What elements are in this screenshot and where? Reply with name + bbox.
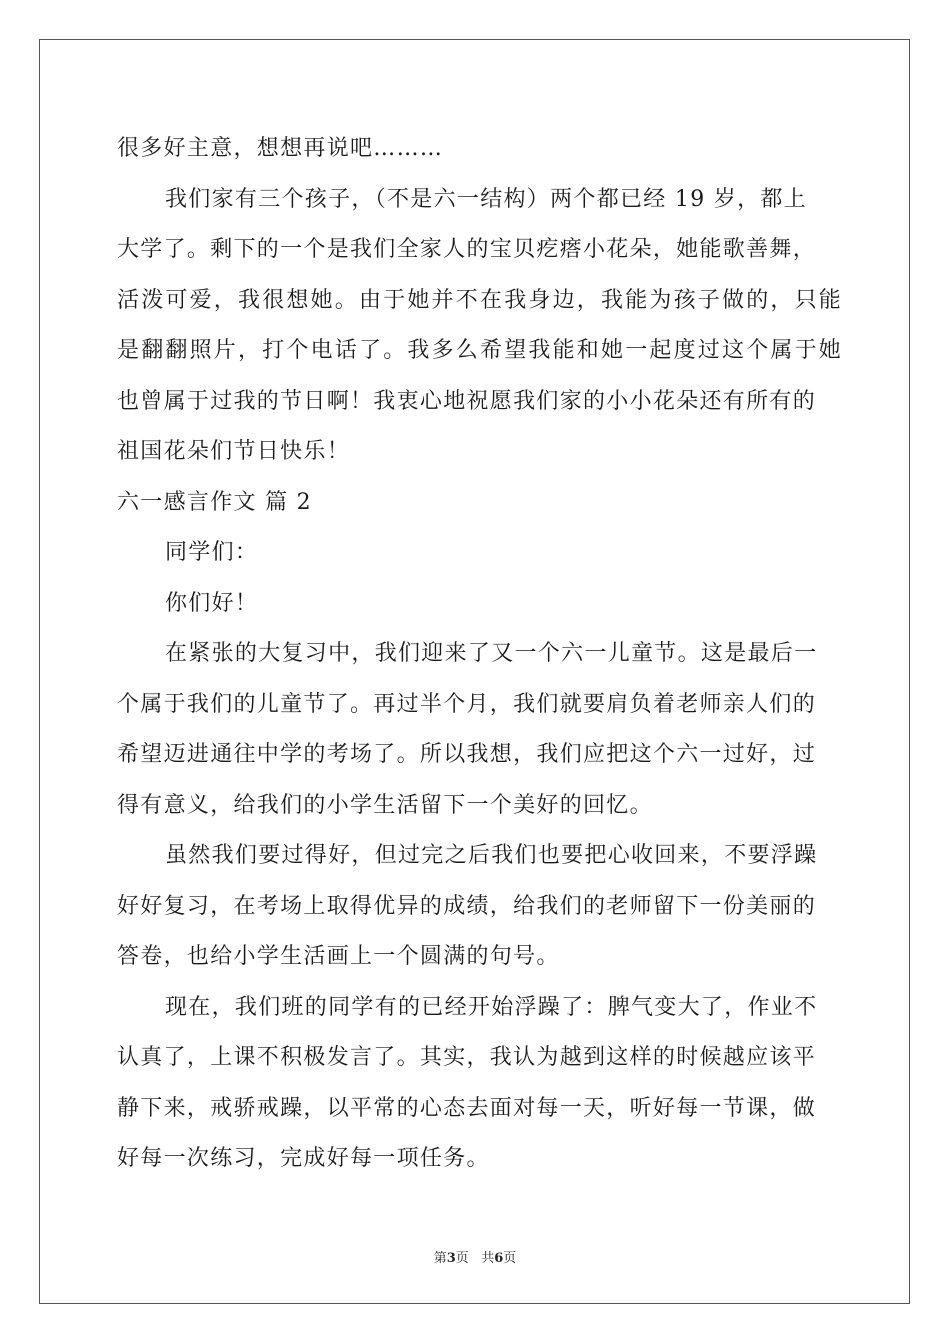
page-prefix: 第 [433, 1251, 447, 1266]
text-line: 大学了。剩下的一个是我们全家人的宝贝疙瘩小花朵，她能歌善舞， [117, 237, 817, 262]
section-heading: 六一感言作文 篇 2 [117, 489, 312, 515]
paragraph-first-line: 在紧张的大复习中，我们迎来了又一个六一儿童节。这是最后一 [165, 641, 818, 666]
text-line: 认真了，上课不积极发言了。其实，我认为越到这样的时候越应该平 [117, 1045, 817, 1070]
paragraph-first-line: 现在，我们班的同学有的已经开始浮躁了：脾气变大了，作业不 [165, 994, 818, 1020]
total-prefix: 共 [481, 1251, 495, 1266]
total-pages: 6 [494, 1251, 504, 1266]
page-suffix: 页 [455, 1251, 469, 1266]
text-line: 活泼可爱，我很想她。由于她并不在我身边，我能为孩子做的，只能 [117, 287, 844, 313]
text-line: 好每一次练习，完成好每一项任务。 [117, 1146, 490, 1171]
page-footer [0, 1247, 950, 1266]
text-line: 是翻翻照片，打个电话了。我多么希望我能和她一起度过这个属于她 [117, 338, 844, 363]
document-body [117, 124, 844, 1185]
text-line: 也曾属于过我的节日啊！我衷心地祝愿我们家的小小花朵还有所有的 [117, 388, 817, 414]
text-line: 答卷，也给小学生活画上一个圆满的句号。 [117, 944, 560, 969]
salutation: 同学们： [165, 540, 259, 565]
text-line: 得有意义，给我们的小学生活留下一个美好的回忆。 [117, 792, 653, 818]
text-line: 很多好主意，想想再说吧……… [117, 136, 444, 161]
total-suffix: 页 [503, 1251, 517, 1266]
paragraph-first-line: 我们家有三个孩子，（不是六一结构）两个都已经 19 岁，都上 [165, 186, 807, 212]
text-line: 好好复习，在考场上取得优异的成绩，给我们的老师留下一份美丽的 [117, 893, 817, 919]
text-line: 个属于我们的儿童节了。再过半个月，我们就要肩负着老师亲人们的 [117, 691, 817, 717]
text-line: 静下来，戒骄戒躁，以平常的心态去面对每一天，听好每一节课，做 [117, 1095, 817, 1121]
page-number: 3 [446, 1251, 456, 1266]
text-line: 希望迈进通往中学的考场了。所以我想，我们应把这个六一过好，过 [117, 742, 817, 767]
text-line: 祖国花朵们节日快乐！ [117, 439, 351, 464]
greeting: 你们好！ [165, 590, 259, 616]
paragraph-first-line: 虽然我们要过得好，但过完之后我们也要把心收回来，不要浮躁 [165, 843, 818, 868]
